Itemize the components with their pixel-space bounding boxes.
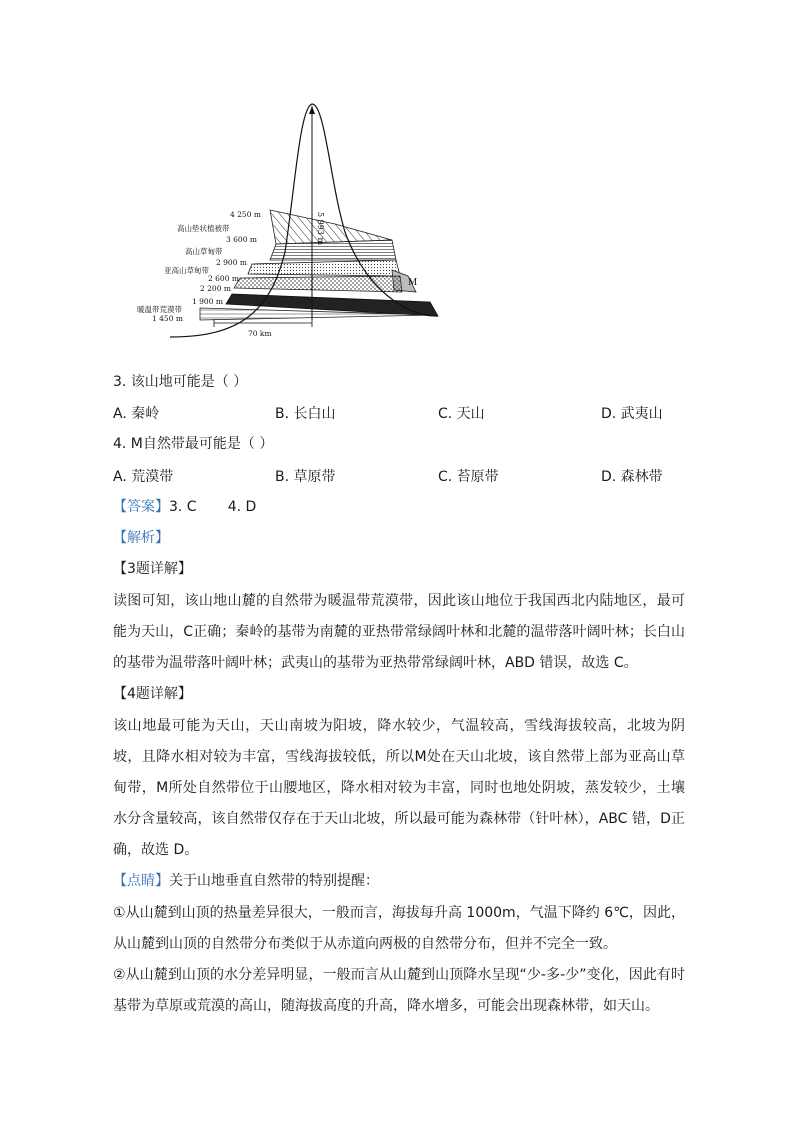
elevation-label: 4 250 m xyxy=(230,210,261,219)
zone-lower-dots xyxy=(234,276,402,292)
elevation-label: 1 450 m xyxy=(152,314,183,323)
tip-tag: 【点睛】 xyxy=(113,873,169,889)
zone-label: 暖温带荒漠带 xyxy=(137,305,182,314)
zone-label: 亚高山草甸带 xyxy=(164,266,209,275)
elevation-label: 2 200 m xyxy=(200,284,231,293)
q4-option-c: C. 苔原带 xyxy=(438,469,499,485)
zone-subalpine-meadow xyxy=(248,260,400,276)
q4-option-d: D. 森林带 xyxy=(601,469,663,485)
question-3-options xyxy=(113,403,713,423)
detail-3-title: 【3题详解】 xyxy=(113,561,192,577)
detail-4-title: 【4题详解】 xyxy=(113,686,192,702)
q3-option-b: B. 长白山 xyxy=(275,406,336,422)
answer-text: 3. C 4. D xyxy=(169,499,257,515)
elevation-label: 2 600 m xyxy=(208,274,239,283)
distance-label: 70 km xyxy=(248,329,272,338)
question-3-stem: 3. 该山地可能是（ ） xyxy=(113,374,248,390)
elevation-label: 3 600 m xyxy=(226,235,257,244)
question-4-options xyxy=(113,466,713,486)
answer-tag: 【答案】 xyxy=(113,499,169,515)
q4-option-a: A. 荒漠带 xyxy=(113,469,174,485)
tip-paragraph-2: ②从山麓到山顶的水分差异明显，一般而言从山麓到山顶降水呈现“少-多-少”变化，因此有时基带为草原或荒漠的高山，随海拔高度的升高，降水增多，可能会出现森林带，如天山。 xyxy=(113,967,685,1014)
answer-line xyxy=(113,497,256,517)
q3-option-a: A. 秦岭 xyxy=(113,406,160,422)
peak-height-label: 5 993 m xyxy=(316,212,325,246)
zone-label: 高山草甸带 xyxy=(185,247,223,256)
analysis-tag: 【解析】 xyxy=(113,530,169,546)
tip-line xyxy=(113,871,379,891)
tip-paragraph-1: ①从山麓到山顶的热量差异很大，一般而言，海拔每升高 1000m，气温下降约 6℃，因此，从山麓到山顶的自然带分布类似于从赤道向两极的自然带分布，但并不完全一致。 xyxy=(113,905,685,952)
detail-3-body: 读图可知，该山地山麓的自然带为暖温带荒漠带，因此该山地位于我国西北内陆地区，最可能为天山，C正确；秦岭的基带为南麓的亚热带常绿阔叶林和北麓的温带落叶阔叶林；长白山的基带为温带落叶阔叶林；武夷山的基带为亚热带常绿阔叶林，ABD 错误，故选 C。 xyxy=(113,593,685,671)
question-4-stem: 4. M自然带最可能是（ ） xyxy=(113,436,274,452)
detail-4-body: 该山地最可能为天山，天山南坡为阳坡，降水较少，气温较高，雪线海拔较高，北坡为阴坡，且降水相对较为丰富，雪线海拔较低，所以M处在天山北坡，该自然带上部为亚高山草甸带，M所处自然带位于山腰地区，降水相对较为丰富，同时也地处阴坡，蒸发较少，土壤水分含量较高，该自然带仅存在于天山北坡，所以最可能为森林带（针叶林），ABC 错，D正确，故选 D。 xyxy=(113,718,685,858)
q3-option-c: C. 天山 xyxy=(438,406,485,422)
marker-m: M xyxy=(408,278,418,288)
tip-title: 关于山地垂直自然带的特别提醒： xyxy=(169,873,379,889)
elevation-label: 1 900 m xyxy=(192,297,223,306)
q3-option-d: D. 武夷山 xyxy=(601,406,663,422)
q4-option-b: B. 草原带 xyxy=(275,469,336,485)
zone-label: 高山垫状植被带 xyxy=(177,224,230,233)
mountain-zone-diagram xyxy=(130,92,450,352)
elevation-label: 2 900 m xyxy=(216,258,247,267)
